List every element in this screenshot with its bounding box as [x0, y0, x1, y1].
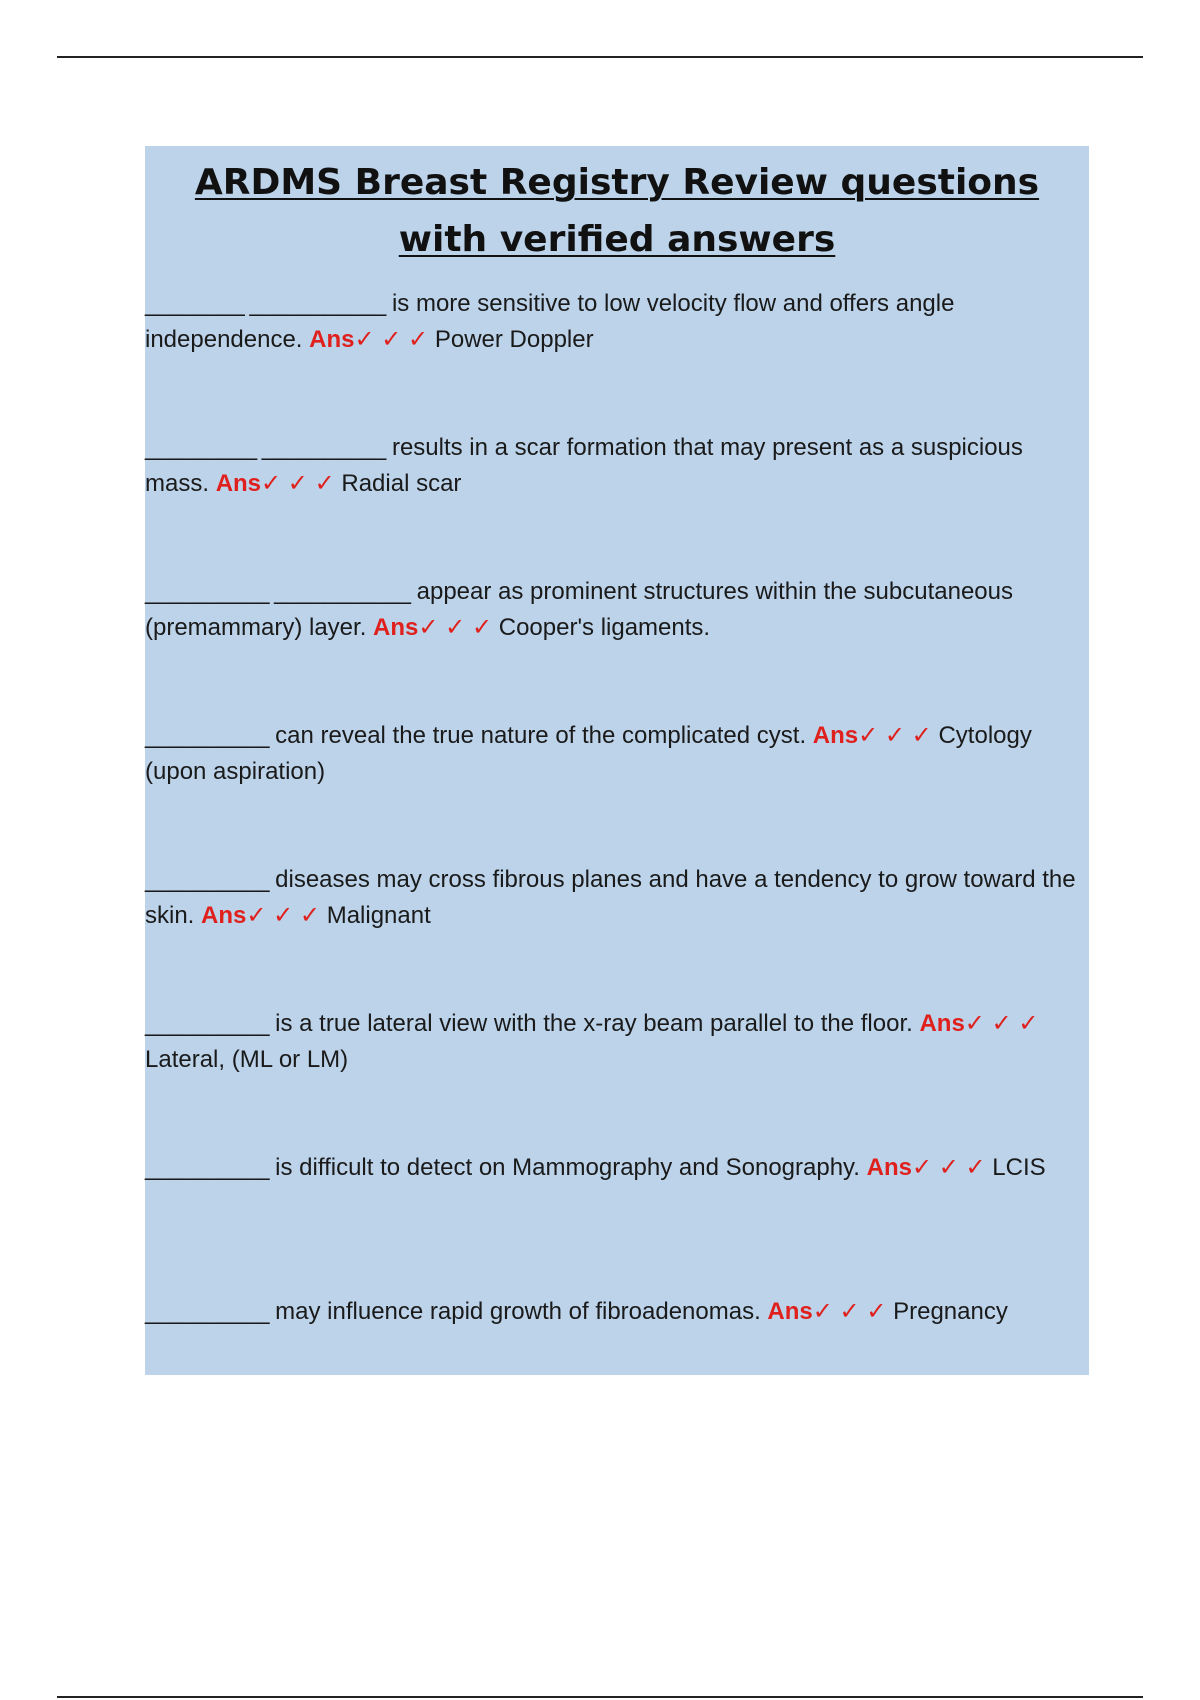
question-item: [145, 286, 1089, 430]
answer-marker: Ans: [309, 326, 355, 353]
review-panel: [145, 146, 1089, 1375]
checkmark-icon: ✓ ✓ ✓: [261, 470, 335, 497]
answer-text: Malignant: [320, 902, 431, 929]
question-text: is difficult to detect on Mammography and Sonography.: [268, 1154, 867, 1181]
answer-marker: Ans: [201, 902, 247, 929]
question-item: [145, 430, 1089, 574]
answer-blank: __________: [145, 1154, 269, 1181]
question-item: [145, 1150, 1089, 1294]
question-text: is a true lateral view with the x-ray beam parallel to the floor.: [268, 1010, 920, 1037]
document-title: ARDMS Breast Registry Review questions with verified answers: [194, 162, 1040, 260]
header-rule: [57, 56, 1143, 58]
answer-text: Radial scar: [334, 470, 462, 497]
answer-text: Cytology (upon aspiration): [145, 722, 1032, 785]
answer-blank: _________ __________: [145, 434, 386, 461]
answer-marker: Ans: [767, 1298, 813, 1325]
answer-marker: Ans: [373, 614, 419, 641]
answer-blank: ________ ___________: [145, 290, 386, 317]
answer-text: Cooper's ligaments.: [492, 614, 711, 641]
answer-marker: Ans: [812, 722, 859, 749]
checkmark-icon: ✓ ✓ ✓: [812, 1298, 887, 1325]
answer-text: LCIS: [985, 1154, 1046, 1181]
question-item: [145, 718, 1089, 862]
answer-text: Power Doppler: [428, 326, 594, 353]
checkmark-icon: ✓ ✓ ✓: [418, 614, 493, 641]
answer-text: Pregnancy: [886, 1298, 1008, 1325]
checkmark-icon: ✓ ✓ ✓: [964, 1010, 1039, 1037]
answer-marker: Ans: [919, 1010, 965, 1037]
question-item: [145, 862, 1089, 1006]
question-text: appear as prominent structures within the subcutaneous (premammary) layer.: [145, 578, 1013, 641]
answer-blank: __________ ___________: [145, 578, 410, 605]
question-item: [145, 574, 1089, 718]
question-list: [145, 286, 1089, 1438]
checkmark-icon: ✓ ✓ ✓: [246, 902, 321, 929]
checkmark-icon: ✓ ✓ ✓: [354, 326, 429, 353]
question-item: [145, 1006, 1089, 1150]
question-text: diseases may cross fibrous planes and have a tendency to grow toward the skin.: [145, 866, 1076, 929]
question-text: is more sensitive to low velocity flow and offers angle independence.: [145, 290, 955, 353]
answer-text: Lateral, (ML or LM): [145, 1046, 349, 1073]
question-text: results in a scar formation that may present as a suspicious mass.: [145, 434, 1023, 497]
answer-blank: __________: [145, 722, 269, 749]
answer-blank: __________: [145, 866, 269, 893]
answer-marker: Ans: [215, 470, 262, 497]
answer-blank: __________: [145, 1010, 269, 1037]
answer-blank: __________: [145, 1298, 269, 1325]
answer-marker: Ans: [866, 1154, 912, 1181]
question-text: can reveal the true nature of the complicated cyst.: [268, 722, 813, 749]
checkmark-icon: ✓ ✓ ✓: [858, 722, 932, 749]
question-text: may influence rapid growth of fibroadenomas.: [268, 1298, 768, 1325]
question-item: [145, 1294, 1089, 1438]
checkmark-icon: ✓ ✓ ✓: [911, 1154, 986, 1181]
footer-rule: [57, 1696, 1143, 1698]
